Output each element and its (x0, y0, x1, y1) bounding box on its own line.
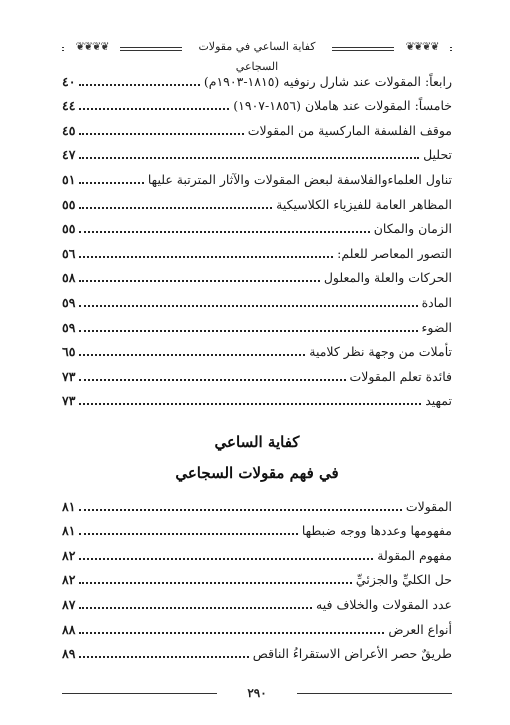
dot-leader (79, 533, 297, 535)
toc-entry-title: المادة (421, 294, 452, 310)
dot-leader (79, 330, 417, 332)
dot-leader (79, 108, 229, 110)
toc-entry-page: ٥٩ (62, 294, 76, 310)
dot-leader (79, 280, 319, 282)
toc-entry-title: رابعاً: المقولات عند شارل رنوفيه (١٨١٥-١٩٠٣م) (203, 73, 452, 89)
toc-entry-title: طريقٌ حصر الأعراض الاستقراءُ الناقص (252, 646, 452, 662)
toc-entry-page: ٥٥ (62, 196, 76, 212)
toc-entry-page: ٥٩ (62, 319, 76, 335)
toc-entry[interactable] (62, 237, 452, 262)
toc-entry-title: الزمان والمكان (373, 221, 452, 237)
toc-entry[interactable] (62, 385, 452, 410)
toc-entry[interactable] (62, 564, 452, 589)
footer-rule (62, 693, 217, 694)
toc-entry-title: فائدة تعلم المقولات (349, 368, 452, 384)
dot-leader (79, 133, 243, 135)
dot-leader (79, 582, 351, 584)
dot-leader (79, 354, 305, 356)
toc-entry-page: ٨٨ (62, 621, 76, 637)
dot-leader (79, 182, 143, 184)
toc-entry-page: ٧٣ (62, 393, 76, 409)
toc-entry[interactable] (62, 188, 452, 213)
toc-entry-title: مفهوم المقولة (377, 547, 452, 563)
toc-entry[interactable] (62, 613, 452, 638)
toc-entry-page: ٤٥ (62, 122, 76, 138)
toc-entry-page: ٦٥ (62, 344, 76, 360)
toc-entry[interactable] (62, 539, 452, 564)
dot-leader (79, 84, 199, 86)
dot-leader (79, 157, 419, 159)
toc-entry-page: ٤٤ (62, 98, 76, 114)
toc-entry-page: ٨٧ (62, 596, 76, 612)
dot-leader (79, 403, 421, 405)
toc-entry-page: ٨١ (62, 498, 76, 514)
toc-entry-title: أنواع العرض (388, 621, 452, 637)
toc-entry[interactable] (62, 90, 452, 115)
toc-entry-page: ٥٦ (62, 245, 76, 261)
toc-entry[interactable] (62, 262, 452, 287)
toc-entry-title: خامساً: المقولات عند هاملان (١٨٥٦-١٩٠٧) (233, 98, 452, 114)
page-footer (62, 685, 452, 701)
toc-entry-page: ٤٠ (62, 73, 76, 89)
dot-leader (79, 509, 401, 511)
toc-entry[interactable] (62, 638, 452, 663)
running-header (62, 34, 452, 73)
toc-entry[interactable] (62, 286, 452, 311)
dot-leader (79, 305, 417, 307)
toc-section-2 (62, 490, 452, 662)
footer-rule (297, 693, 452, 694)
toc-entry-page: ٥١ (62, 171, 76, 187)
toc-entry[interactable] (62, 311, 452, 336)
toc-entry[interactable] (62, 490, 452, 515)
toc-entry[interactable] (62, 139, 452, 164)
toc-entry-page: ٤٧ (62, 147, 76, 163)
toc-entry-title: الحركات والعلة والمعلول (323, 270, 452, 286)
toc-entry-title: تمهيد (425, 393, 452, 409)
toc-entry-page: ٨٢ (62, 572, 76, 588)
toc-entry-title: التصور المعاصر للعلم: (337, 245, 452, 261)
book-title-heading: كفاية الساعي (214, 433, 300, 451)
toc-entry-title: تحليل (423, 147, 452, 163)
toc-entry[interactable] (62, 336, 452, 361)
toc-entry-page: ٨٩ (62, 646, 76, 662)
toc-entry-page: ٥٥ (62, 221, 76, 237)
toc-entry-title: عدد المقولات والخلاف فيه (316, 596, 452, 612)
toc-entry-page: ٧٣ (62, 368, 76, 384)
toc-entry-title: الضوء (421, 319, 452, 335)
toc-entry-page: ٨١ (62, 523, 76, 539)
toc-entry-page: ٨٢ (62, 547, 76, 563)
ornament-icon: ❦❦❦❦ (394, 38, 450, 56)
toc-entry[interactable] (62, 163, 452, 188)
toc-entry[interactable] (62, 114, 452, 139)
toc-entry-title: تأملات من وجهة نظر كلامية (309, 344, 452, 360)
ornament-icon: ❦❦❦❦ (64, 38, 120, 56)
toc-entry[interactable] (62, 515, 452, 540)
dot-leader (79, 231, 369, 233)
toc-entry-title: تناول العلماءوالفلاسفة لبعض المقولات والآثار المترتبة عليها (147, 171, 452, 187)
toc-entry-title: موقف الفلسفة الماركسية من المقولات (247, 122, 452, 138)
toc-entry-page: ٥٨ (62, 270, 76, 286)
toc-entry[interactable] (62, 588, 452, 613)
toc-section-1 (62, 65, 452, 409)
dot-leader (79, 632, 384, 634)
dot-leader (79, 256, 333, 258)
book-subtitle-heading: في فهم مقولات السجاعي (175, 464, 339, 482)
toc-entry-title: مفهومها وعددها ووجه ضبطها (301, 523, 452, 539)
toc-entry[interactable] (62, 213, 452, 238)
dot-leader (79, 379, 345, 381)
running-title: كفاية الساعي في مقولات السجاعي (182, 37, 332, 57)
dot-leader (79, 607, 312, 609)
toc-entry[interactable] (62, 65, 452, 90)
toc-entry[interactable] (62, 360, 452, 385)
toc-entry-title: المظاهر العامة للفيزياء الكلاسيكية (276, 196, 452, 212)
dot-leader (79, 558, 373, 560)
page-number: ٢٩٠ (247, 686, 267, 700)
toc-entry-title: المقولات (405, 498, 452, 514)
dot-leader (79, 207, 272, 209)
toc-entry-title: حل الكليِّ والجزئيِّ (355, 572, 452, 588)
dot-leader (79, 656, 248, 658)
